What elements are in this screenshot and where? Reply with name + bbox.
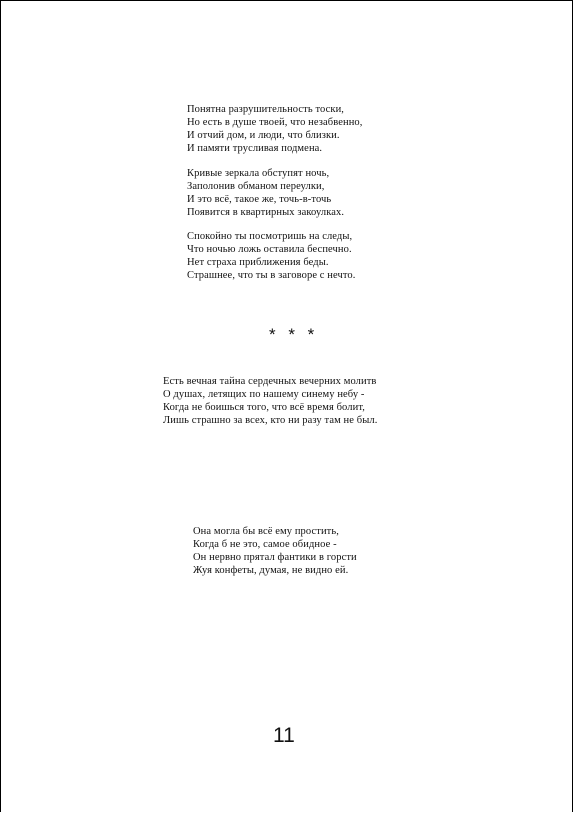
- verse-line: Кривые зеркала обступят ночь,: [187, 168, 330, 179]
- verse-line: Страшнее, что ты в заговоре с нечто.: [187, 270, 356, 281]
- verse-line: О душах, летящих по нашему синему небу -: [163, 389, 365, 400]
- verse-line: Но есть в душе твоей, что незабвенно,: [187, 117, 363, 128]
- verse-line: Лишь страшно за всех, кто ни разу там не был.: [163, 415, 378, 426]
- page-number: 11: [273, 724, 295, 747]
- verse-line: Есть вечная тайна сердечных вечерних молитв: [163, 376, 377, 387]
- verse-line: Жуя конфеты, думая, не видно ей.: [193, 565, 349, 576]
- verse-line: Нет страха приближения беды.: [187, 257, 329, 268]
- verse-line: Что ночью ложь оставила беспечно.: [187, 244, 352, 255]
- verse-line: Появится в квартирных закоулках.: [187, 207, 345, 218]
- verse-line: Она могла бы всё ему простить,: [193, 526, 339, 537]
- verse-line: И памяти трусливая подмена.: [187, 143, 323, 154]
- poem-2-stanza-1: [163, 375, 377, 427]
- verse-line: И это всё, такое же, точь-в-точь: [187, 194, 332, 205]
- poem-3-stanza-1: [193, 525, 357, 577]
- section-separator: * * *: [269, 325, 319, 344]
- poem-1-stanza-3: [187, 230, 356, 282]
- verse-line: Понятна разрушительность тоски,: [187, 104, 345, 115]
- verse-line: Спокойно ты посмотришь на следы,: [187, 231, 353, 242]
- poem-1-stanza-2: [187, 167, 344, 219]
- verse-line: Когда б не это, самое обидное -: [193, 539, 337, 550]
- verse-line: Он нервно прятал фантики в горсти: [193, 552, 357, 563]
- verse-line: Заполонив обманом переулки,: [187, 181, 325, 192]
- verse-line: Когда не боишься того, что всё время болит,: [163, 402, 365, 413]
- verse-line: И отчий дом, и люди, что близки.: [187, 130, 340, 141]
- poem-1-stanza-1: [187, 103, 363, 155]
